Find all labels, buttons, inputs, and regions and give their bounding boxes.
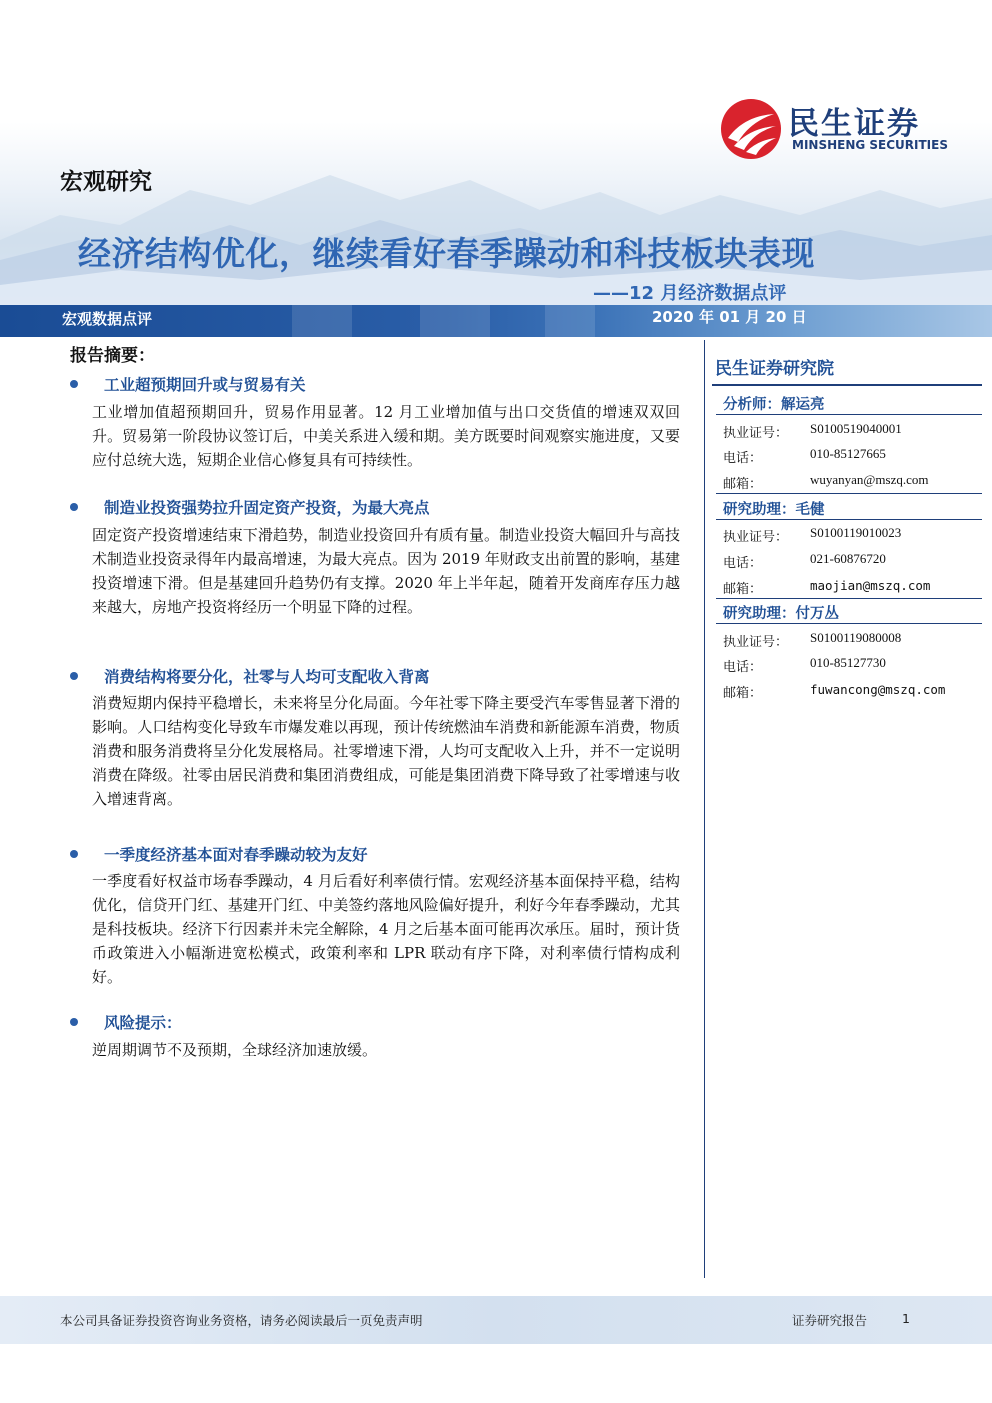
analyst-heading: 分析师：解运亮 xyxy=(723,396,825,413)
section-paragraph: 工业增加值超预期回升，贸易作用显著。12 月工业增加值与出口交货值的增速双双回升。贸易第一阶段协议签订后，中美关系进入缓和期。美方既要时间观察实施进度，又要应付总统大选，短期企业信心修复具有可持续性。 xyxy=(92,403,680,469)
license-number: S0100119010023 xyxy=(810,525,902,540)
person-rule xyxy=(716,519,982,520)
brand-name-cn: 民生证券 xyxy=(788,106,920,142)
section-title: 制造业投资强势拉升固定资产投资，为最大亮点 xyxy=(104,498,430,517)
institute-rule xyxy=(712,384,982,386)
report-date: 2020 年 01 月 20 日 xyxy=(652,308,807,326)
section-title: 一季度经济基本面对春季躁动较为友好 xyxy=(104,845,368,864)
assistant-heading: 研究助理：付万丛 xyxy=(723,605,839,622)
footer-doc-type: 证券研究报告 xyxy=(792,1313,868,1328)
bullet-dot-icon xyxy=(70,672,78,680)
section-paragraph: 消费短期内保持平稳增长，未来将呈分化局面。今年社零下降主要受汽车零售显著下滑的影响。人口结构变化导致车市爆发难以再现，预计传统燃油车消费和新能源车消费，物质消费和服务消费将呈分化发展格局。社零增速下滑，人均可支配收入上升，并不一定说明消费在降级。社零由居民消费和集团消费组成，可能是集团消费下降导致了社零增速与收入增速背离。 xyxy=(92,694,680,808)
section-paragraph: 一季度看好权益市场春季躁动，4 月后看好利率债行情。宏观经济基本面保持平稳，结构优化，信贷开门红、基建开门红、中美签约落地风险偏好提升，利好今年春季躁动，尤其是科技板块。经济下行因素并未完全解除，4 月之后基本面可能再次承压。届时，预计货币政策进入小幅渐进宽松模式，政策利率和 LPR 联动有序下降，对利率债行情构成利好。 xyxy=(92,872,680,986)
report-subtitle: ——12 月经济数据点评 xyxy=(593,283,787,304)
person-rule xyxy=(716,598,982,599)
email-link[interactable]: fuwancong@mszq.com xyxy=(810,682,946,697)
email-label: 邮箱： xyxy=(723,477,763,492)
assistant-heading: 研究助理：毛健 xyxy=(723,501,825,518)
phone-label: 电话： xyxy=(723,556,763,571)
page-number: 1 xyxy=(902,1311,910,1326)
section-paragraph: 固定资产投资增速结束下滑趋势，制造业投资回升有质有量。制造业投资大幅回升与高技术制造业投资录得年内最高增速，为最大亮点。因为 2019 年财政支出前置的影响，基建投资增速下滑。但是基建回升趋势仍有支撑。2020 年上半年起，随着开发商库存压力越来越大，房地产投资将经历一个明显下降的过程。 xyxy=(92,526,680,616)
brand-name-en: MINSHENG SECURITIES xyxy=(792,138,948,152)
stripe-segment xyxy=(292,305,352,337)
person-rule xyxy=(716,623,982,624)
section-title: 消费结构将要分化，社零与人均可支配收入背离 xyxy=(104,667,430,686)
license-label: 执业证号： xyxy=(723,426,789,441)
email-label: 邮箱： xyxy=(723,582,763,597)
section-title: 风险提示： xyxy=(104,1013,182,1032)
summary-heading: 报告摘要： xyxy=(70,346,155,366)
footer-disclaimer: 本公司具备证券投资咨询业务资格，请务必阅读最后一页免责声明 xyxy=(60,1313,423,1328)
bullet-dot-icon xyxy=(70,380,78,388)
bullet-dot-icon xyxy=(70,1018,78,1026)
email-link[interactable]: wuyanyan@mszq.com xyxy=(810,472,929,487)
phone-number: 010-85127665 xyxy=(810,446,886,461)
license-number: S0100519040001 xyxy=(810,421,902,436)
minsheng-logo-icon xyxy=(720,98,782,160)
report-category: 宏观数据点评 xyxy=(62,310,153,328)
phone-number: 021-60876720 xyxy=(810,551,886,566)
license-number: S0100119080008 xyxy=(810,630,902,645)
stripe-segment xyxy=(420,305,490,337)
email-link[interactable]: maojian@mszq.com xyxy=(810,578,931,593)
bullet-dot-icon xyxy=(70,850,78,858)
section-label: 宏观研究 xyxy=(60,169,152,195)
email-label: 邮箱： xyxy=(723,686,763,701)
license-label: 执业证号： xyxy=(723,530,789,545)
stripe-segment xyxy=(545,305,595,337)
column-divider xyxy=(704,340,705,1278)
license-label: 执业证号： xyxy=(723,635,789,650)
bullet-dot-icon xyxy=(70,503,78,511)
phone-label: 电话： xyxy=(723,660,763,675)
person-rule xyxy=(716,493,982,494)
section-title: 工业超预期回升或与贸易有关 xyxy=(104,375,306,394)
report-title: 经济结构优化，继续看好春季躁动和科技板块表现 xyxy=(78,234,815,273)
institute-name: 民生证券研究院 xyxy=(715,359,834,379)
person-rule xyxy=(716,414,982,415)
phone-label: 电话： xyxy=(723,451,763,466)
phone-number: 010-85127730 xyxy=(810,655,886,670)
section-paragraph: 逆周期调节不及预期，全球经济加速放缓。 xyxy=(92,1041,378,1059)
